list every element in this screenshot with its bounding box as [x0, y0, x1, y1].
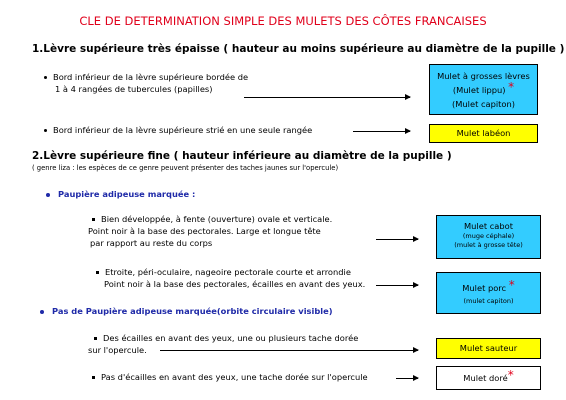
page-title: CLE DE DETERMINATION SIMPLE DES MULETS DES CÔTES FRANCAISES — [79, 14, 487, 28]
bullet-icon — [40, 310, 44, 314]
result-box-cabot: Mulet cabot (muge céphale) (mulet à grosse tête) — [436, 215, 541, 259]
result-box-sauteur: Mulet sauteur — [436, 338, 541, 359]
subheading-pas-paupiere: Pas de Paupière adipeuse marquée(orbite circulaire visible) — [40, 306, 333, 316]
arrow-icon — [160, 350, 418, 351]
bullet-icon — [46, 193, 50, 197]
asterisk-icon: * — [508, 278, 515, 292]
bullet-icon — [92, 218, 95, 221]
asterisk-icon: * — [507, 368, 514, 382]
bullet-icon — [44, 129, 47, 132]
arrow-icon — [396, 378, 418, 379]
section2-item6: Pas d'écailles en avant des yeux, une tache dorée sur l'opercule — [92, 371, 368, 383]
section2-item4: Etroite, péri-oculaire, nageoire pectorale courte et arrondie Point noir à la base des pectorales, écailles en avant des yeux. — [96, 266, 365, 290]
bullet-icon — [92, 376, 95, 379]
arrow-icon — [353, 131, 410, 132]
asterisk-icon: * — [508, 80, 515, 94]
section2-heading: 2.Lèvre supérieure fine ( hauteur inférieure au diamètre de la pupille ) — [32, 150, 452, 162]
arrow-icon — [244, 97, 410, 98]
arrow-icon — [376, 239, 418, 240]
arrow-icon — [376, 285, 418, 286]
bullet-icon — [44, 76, 47, 79]
section1-heading: 1.Lèvre supérieure très épaisse ( hauteur au moins supérieure au diamètre de la pupille ) — [32, 43, 565, 55]
bullet-icon — [94, 337, 97, 340]
section2-item3: Bien développée, à fente (ouverture) ovale et verticale. Point noir à la base des pectorales. Large et longue tête par rapport au reste du corps — [88, 214, 333, 248]
section2-item5: Des écailles en avant des yeux, une ou plusieurs tache dorée sur l'opercule. — [88, 333, 359, 355]
section1-item1: Bord inférieur de la lèvre supérieure bordée de 1 à 4 rangées de tubercules (papilles) — [44, 71, 248, 95]
section1-item2: Bord inférieur de la lèvre supérieure strié en une seule rangée — [44, 124, 312, 136]
section2-note: ( genre liza : les espèces de ce genre peuvent présenter des taches jaunes sur l'opercule) — [32, 164, 339, 172]
bullet-icon — [96, 271, 99, 274]
result-box-grosses-levres: Mulet à grosses lèvres (Mulet lippu) * (Mulet capiton) — [429, 64, 538, 115]
result-box-labeon: Mulet labéon — [429, 124, 538, 143]
result-box-dore: Mulet doré* — [436, 366, 541, 390]
result-box-porc: Mulet porc * (mulet capiton) — [436, 272, 541, 314]
subheading-paupiere: Paupière adipeuse marquée : — [46, 189, 195, 199]
